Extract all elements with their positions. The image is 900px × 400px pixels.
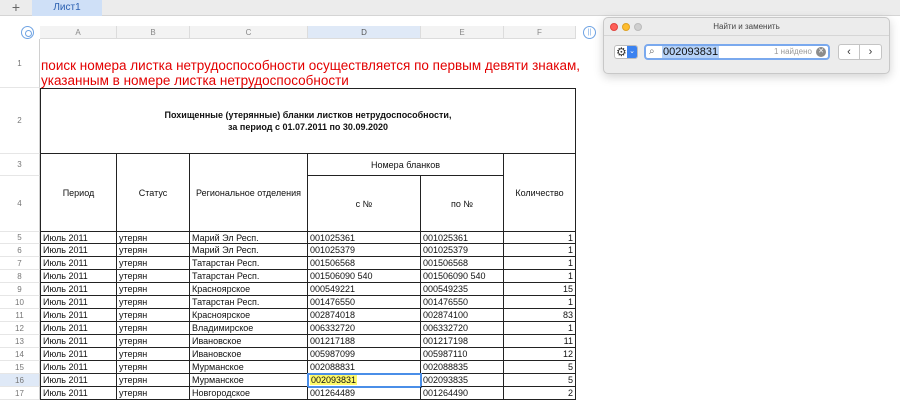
period-cell[interactable]: Июль 2011 [40,361,117,374]
from-number-cell[interactable]: 005987099 [308,348,421,361]
to-number-cell[interactable]: 001025379 [421,244,504,257]
column-header-c[interactable]: C [190,26,308,39]
row-header-4[interactable]: 4 [0,176,40,232]
column-header-d[interactable]: D [308,26,421,39]
status-cell[interactable]: утерян [117,361,190,374]
status-cell[interactable]: утерян [117,283,190,296]
table-title[interactable] [40,88,576,154]
column-header-a[interactable]: A [40,26,117,39]
period-cell[interactable]: Июль 2011 [40,322,117,335]
options-menu-button[interactable] [614,45,638,59]
region-cell[interactable]: Марий Эл Респ. [190,244,308,257]
header-from[interactable]: с № [308,176,421,232]
period-cell[interactable]: Июль 2011 [40,232,117,244]
count-cell[interactable]: 15 [504,283,576,296]
to-number-cell[interactable]: 001506568 [421,257,504,270]
column-header-b[interactable]: B [117,26,190,39]
from-number-cell[interactable] [308,374,421,387]
region-cell[interactable]: Татарстан Респ. [190,296,308,309]
region-cell[interactable]: Владимирское [190,322,308,335]
to-number-cell[interactable]: 001476550 [421,296,504,309]
search-input[interactable] [644,44,830,60]
close-window-button[interactable] [610,23,618,31]
chevron-right-icon: › [868,46,873,58]
row-header-5[interactable]: 5 [0,232,40,244]
row-header-1[interactable]: 1 [0,39,40,88]
count-cell[interactable]: 1 [504,257,576,270]
count-cell[interactable]: 11 [504,335,576,348]
region-cell[interactable]: Красноярское [190,309,308,322]
row-header-13[interactable]: 13 [0,335,40,348]
row-header-12[interactable]: 12 [0,322,40,335]
count-cell[interactable]: 1 [504,270,576,283]
add-sheet-icon[interactable]: + [11,0,21,15]
region-cell[interactable]: Мурманское [190,361,308,374]
to-number-cell[interactable]: 001506090 540 [421,270,504,283]
status-cell[interactable]: утерян [117,309,190,322]
search-value[interactable]: 002093831 [663,46,719,58]
chevron-left-icon: ‹ [847,46,851,58]
from-number-cell[interactable]: 002874018 [308,309,421,322]
row-header-9[interactable]: 9 [0,283,40,296]
sheet-tab[interactable]: Лист1 [32,0,102,16]
note-text[interactable]: поиск номера листка нетрудоспособности осуществляется по первым девяти знакам, указанным в номере листка нетрудоспособности [41,58,580,88]
header-numbers[interactable]: Номера бланков [308,154,504,176]
row-header-14[interactable]: 14 [0,348,40,361]
magnifier-icon: ⌕ [649,46,655,57]
region-cell[interactable]: Ивановское [190,335,308,348]
header-to[interactable]: по № [421,176,504,232]
period-cell[interactable]: Июль 2011 [40,244,117,257]
from-number-cell[interactable]: 001025361 [308,232,421,244]
clear-icon[interactable]: ✕ [816,47,826,57]
status-cell[interactable]: утерян [117,387,190,400]
period-cell[interactable]: Июль 2011 [40,348,117,361]
zoom-window-button[interactable] [634,23,642,31]
status-cell[interactable]: утерян [117,232,190,244]
to-number-cell[interactable]: 001264490 [421,387,504,400]
status-cell[interactable]: утерян [117,374,190,387]
region-cell[interactable]: Ивановское [190,348,308,361]
row-header-15[interactable]: 15 [0,361,40,374]
region-cell[interactable]: Мурманское [190,374,308,387]
region-cell[interactable]: Татарстан Респ. [190,257,308,270]
to-number-cell[interactable]: 002088835 [421,361,504,374]
region-cell[interactable]: Красноярское [190,283,308,296]
status-cell[interactable]: утерян [117,244,190,257]
from-number-cell[interactable]: 001476550 [308,296,421,309]
count-cell[interactable]: 5 [504,374,576,387]
gear-icon: ⚙ [616,45,627,59]
count-cell[interactable]: 1 [504,244,576,257]
count-cell[interactable]: 83 [504,309,576,322]
previous-match-button[interactable] [838,44,860,60]
title-line-1: Похищенные (утерянные) бланки листков нетрудоспособности, [164,110,452,120]
to-number-cell[interactable]: 002093835 [421,374,504,387]
status-cell[interactable]: утерян [117,257,190,270]
period-cell[interactable]: Июль 2011 [40,296,117,309]
period-cell[interactable]: Июль 2011 [40,257,117,270]
status-cell[interactable]: утерян [117,296,190,309]
from-number-cell[interactable]: 001264489 [308,387,421,400]
next-match-button[interactable] [860,44,882,60]
to-number-cell[interactable]: 000549235 [421,283,504,296]
header-status[interactable]: Статус [117,154,190,232]
from-number-cell[interactable]: 002088831 [308,361,421,374]
count-cell[interactable]: 1 [504,232,576,244]
status-cell[interactable]: утерян [117,270,190,283]
header-count[interactable]: Количество [504,154,576,232]
period-cell[interactable]: Июль 2011 [40,270,117,283]
status-cell[interactable]: утерян [117,335,190,348]
count-cell[interactable]: 1 [504,322,576,335]
column-header-f[interactable]: F [504,26,576,39]
count-cell[interactable]: 12 [504,348,576,361]
region-cell[interactable]: Татарстан Респ. [190,270,308,283]
row-header-17[interactable]: 17 [0,387,40,400]
to-number-cell[interactable]: 005987110 [421,348,504,361]
row-header-3[interactable]: 3 [0,154,40,176]
found-count: 1 найдено [774,47,812,56]
row-header-7[interactable]: 7 [0,257,40,270]
status-cell[interactable]: утерян [117,348,190,361]
period-cell[interactable]: Июль 2011 [40,374,117,387]
column-header-e[interactable]: E [421,26,504,39]
status-cell[interactable]: утерян [117,322,190,335]
count-cell[interactable]: 2 [504,387,576,400]
period-cell[interactable]: Июль 2011 [40,387,117,400]
row-header-2[interactable]: 2 [0,88,40,154]
to-number-cell[interactable]: 002874100 [421,309,504,322]
count-cell[interactable]: 1 [504,296,576,309]
row-header-8[interactable]: 8 [0,270,40,283]
from-number-cell[interactable]: 001025379 [308,244,421,257]
found-match-text: 002093831 [311,375,357,385]
row-header-10[interactable]: 10 [0,296,40,309]
row-header-11[interactable]: 11 [0,309,40,322]
to-number-cell[interactable]: 001025361 [421,232,504,244]
region-cell[interactable]: Новгородское [190,387,308,400]
find-replace-window [603,17,890,74]
period-cell[interactable]: Июль 2011 [40,309,117,322]
row-header-16[interactable]: 16 [0,374,40,387]
from-number-cell[interactable]: 000549221 [308,283,421,296]
from-number-cell[interactable]: 006332720 [308,322,421,335]
title-line-2: за период с 01.07.2011 по 30.09.2020 [228,122,388,132]
row-header-6[interactable]: 6 [0,244,40,257]
to-number-cell[interactable]: 006332720 [421,322,504,335]
header-region[interactable]: Региональное отделения [190,154,308,232]
from-number-cell[interactable]: 001506090 540 [308,270,421,283]
minimize-window-button[interactable] [622,23,630,31]
header-period[interactable]: Период [40,154,117,232]
find-replace-title: Найти и заменить [604,18,889,36]
column-resize-icon[interactable]: || [583,26,596,39]
from-number-cell[interactable]: 001506568 [308,257,421,270]
period-cell[interactable]: Июль 2011 [40,283,117,296]
from-number-cell[interactable]: 001217188 [308,335,421,348]
chevron-down-icon: ⌄ [627,46,637,58]
region-cell[interactable]: Марий Эл Респ. [190,232,308,244]
to-number-cell[interactable]: 001217198 [421,335,504,348]
period-cell[interactable]: Июль 2011 [40,335,117,348]
count-cell[interactable]: 5 [504,361,576,374]
